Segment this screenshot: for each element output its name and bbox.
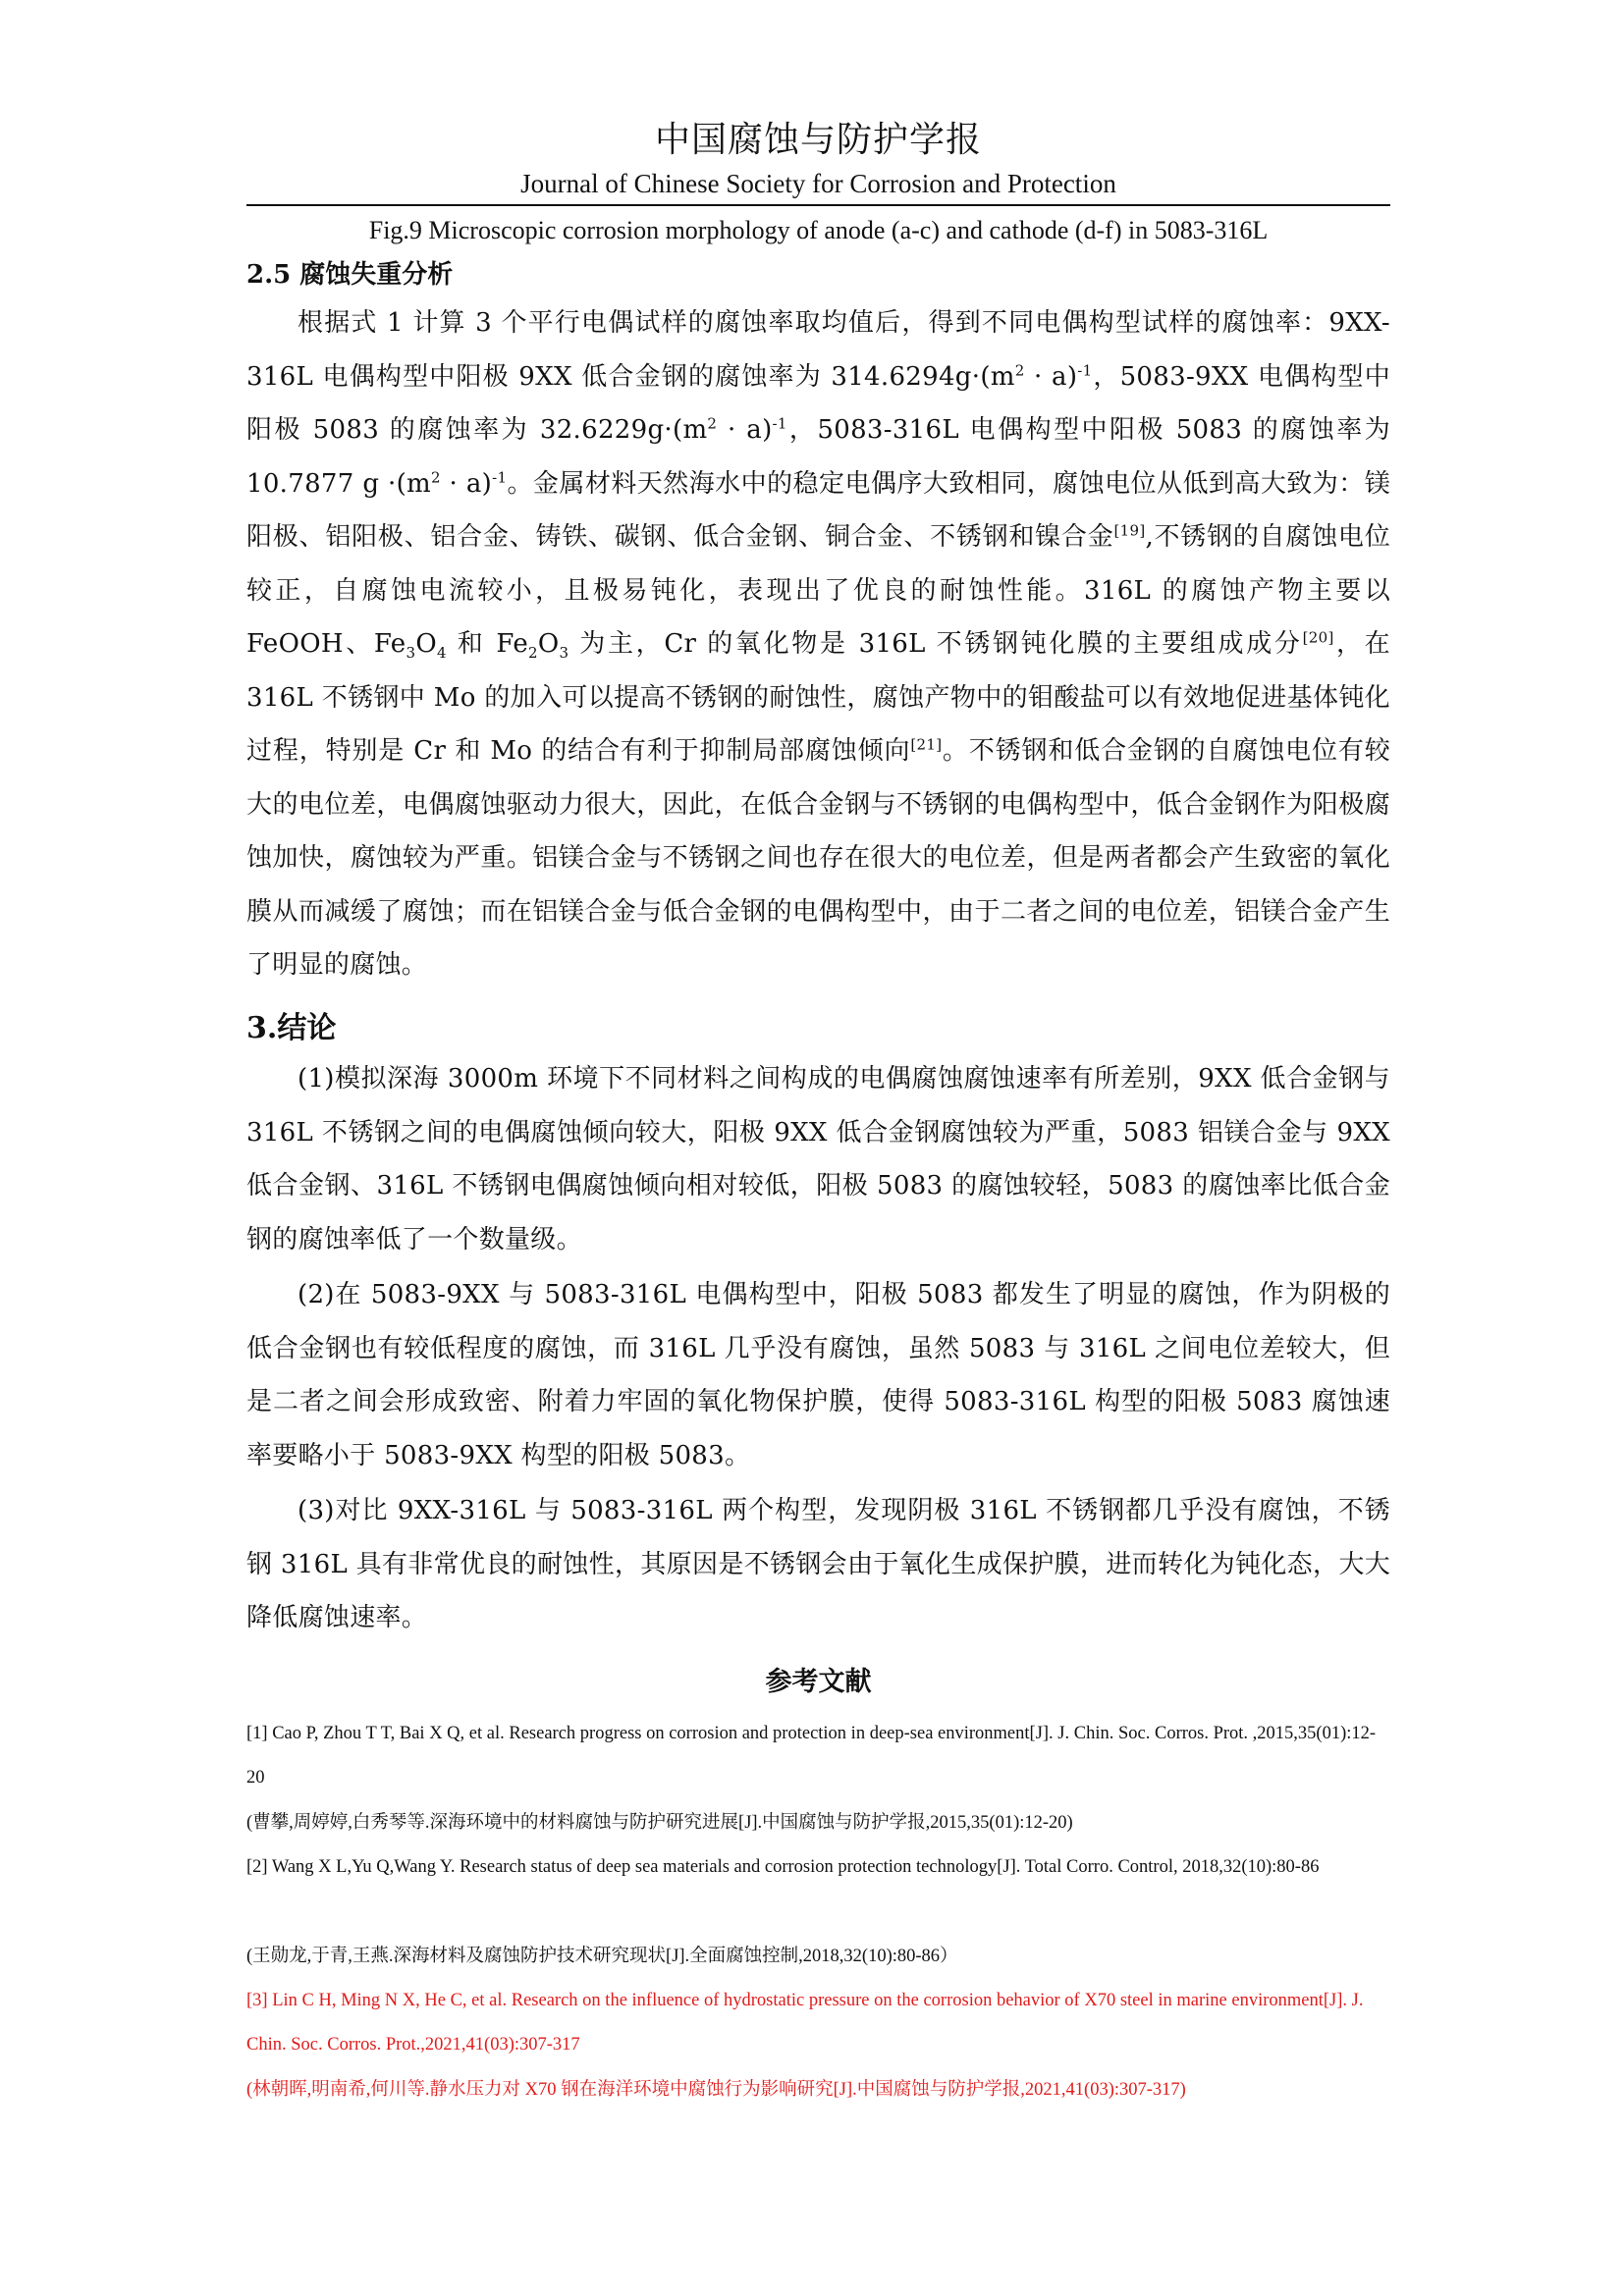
citation-20: [20]: [1302, 628, 1334, 647]
citation-21: [21]: [910, 735, 943, 754]
conclusion-2-paragraph: (2)在 5083-9XX 与 5083-316L 电偶构型中，阳极 5083 都发生了明显的腐蚀，作为阴极的低合金钢也有较低程度的腐蚀，而 316L 几乎没有腐蚀，虽然 5083 与 316L 之间电位差较大，但是二者之间会形成致密、附着力牢固的氧化物保护膜，使得 5083-316L 构型的阳极 5083 腐蚀速率要略小于 5083-9XX 构型的阳极 5083。: [246, 1280, 1390, 1470]
section-3-heading: 3.结论: [246, 1011, 337, 1045]
reference-1: [1] Cao P, Zhou T T, Bai X Q, et al. Research progress on corrosion and protection in deep-sea environment[J]. J. Chin. Soc. Corros. Prot. ,2015,35(01):12-20: [246, 1724, 1377, 1788]
section-2-5-heading: 2.5 腐蚀失重分析: [246, 260, 454, 290]
header-divider: [246, 204, 1390, 206]
reference-2: [2] Wang X L,Yu Q,Wang Y. Research status of deep sea materials and corrosion protection technology[J]. Total Corro. Control, 2018,32(10):80-86: [246, 1857, 1320, 1877]
citation-19: [19]: [1113, 521, 1146, 540]
journal-title-cn: 中国腐蚀与防护学报: [654, 120, 982, 160]
reference-2-cn: (王勋龙,于青,王燕.深海材料及腐蚀防护技术研究现状[J].全面腐蚀控制,2018,32(10):80-86）: [246, 1947, 958, 1966]
reference-1-cn: (曹攀,周婷婷,白秀琴等.深海环境中的材料腐蚀与防护研究进展[J].中国腐蚀与防护学报,2015,35(01):12-20): [246, 1813, 1073, 1833]
running-header: [246, 116, 1390, 200]
reference-3: [3] Lin C H, Ming N X, He C, et al. Research on the influence of hydrostatic pressure on the corrosion behavior of X70 steel in marine environment[J]. J. Chin. Soc. Corros. Prot.,2021,41(03):307-317: [246, 1991, 1364, 2055]
section-2-5-paragraph: 根据式 1 计算 3 个平行电偶试样的腐蚀率取均值后，得到不同电偶构型试样的腐蚀率：9XX-316L 电偶构型中阳极 9XX 低合金钢的腐蚀率为 $314.6294g\cdot(m^2 \cdot a)^{-1}$，5083-9XX 电偶构型中阳极 5083 的腐蚀率为 $32.6229g\cdot(m^2 \cdot a)^{-1}$，5083-316L 电偶构型中阳极 5083 的腐蚀率为 10.7877 $g \cdot(m^2 \cdot a)^{-1}$。金属材料天然海水中的稳定电偶序大致相同，腐蚀电位从低到高大致为：镁阳极、铝阳极、铝合金、铸铁、碳钢、低合金钢、铜合金、不锈钢和镍合金[19],不锈钢的自腐蚀电位较正，自腐蚀电流较小，且极易钝化，表现出了优良的耐蚀性能。316L 的腐蚀产物主要以 FeOOH、$Fe_3O_4$ 和 $Fe_2O_3$ 为主，Cr 的氧化物是 316L 不锈钢钝化膜的主要组成成分[20]，在 316L 不锈钢中 Mo 的加入可以提高不锈钢的耐蚀性，腐蚀产物中的钼酸盐可以有效地促进基体钝化过程，特别是 Cr 和 Mo 的结合有利于抑制局部腐蚀倾向[21]。不锈钢和低合金钢的自腐蚀电位有较大的电位差，电偶腐蚀驱动力很大，因此，在低合金钢与不锈钢的电偶构型中，低合金钢作为阳极腐蚀加快，腐蚀较为严重。铝镁合金与不锈钢之间也存在很大的电位差，但是两者都会产生致密的氧化膜从而减缓了腐蚀；而在铝镁合金与低合金钢的电偶构型中，由于二者之间的电位差，铝镁合金产生了明显的腐蚀。: [246, 308, 1391, 980]
journal-title-en: Journal of Chinese Society for Corrosion and Protection: [520, 169, 1116, 198]
conclusion-3-paragraph: (3)对比 9XX-316L 与 5083-316L 两个构型，发现阴极 316L 不锈钢都几乎没有腐蚀，不锈钢 316L 具有非常优良的耐蚀性，其原因是不锈钢会由于氧化生成保护膜，进而转化为钝化态，大大降低腐蚀速率。: [246, 1496, 1390, 1632]
conclusion-1-paragraph: (1)模拟深海 3000m 环境下不同材料之间构成的电偶腐蚀腐蚀速率有所差别，9XX 低合金钢与 316L 不锈钢之间的电偶腐蚀倾向较大，阳极 9XX 低合金钢腐蚀较为严重，5083 铝镁合金与 9XX 低合金钢、316L 不锈钢电偶腐蚀倾向相对较低，阳极 5083 的腐蚀较轻，5083 的腐蚀率比低合金钢的腐蚀率低了一个数量级。: [246, 1064, 1390, 1255]
references-heading: 参考文献: [765, 1667, 872, 1697]
figure-caption: Fig.9 Microscopic corrosion morphology of anode (a-c) and cathode (d-f) in 5083-316L: [368, 216, 1269, 244]
reference-3-cn: (林朝晖,明南希,何川等.静水压力对 X70 钢在海洋环境中腐蚀行为影响研究[J].中国腐蚀与防护学报,2021,41(03):307-317): [246, 2080, 1186, 2100]
